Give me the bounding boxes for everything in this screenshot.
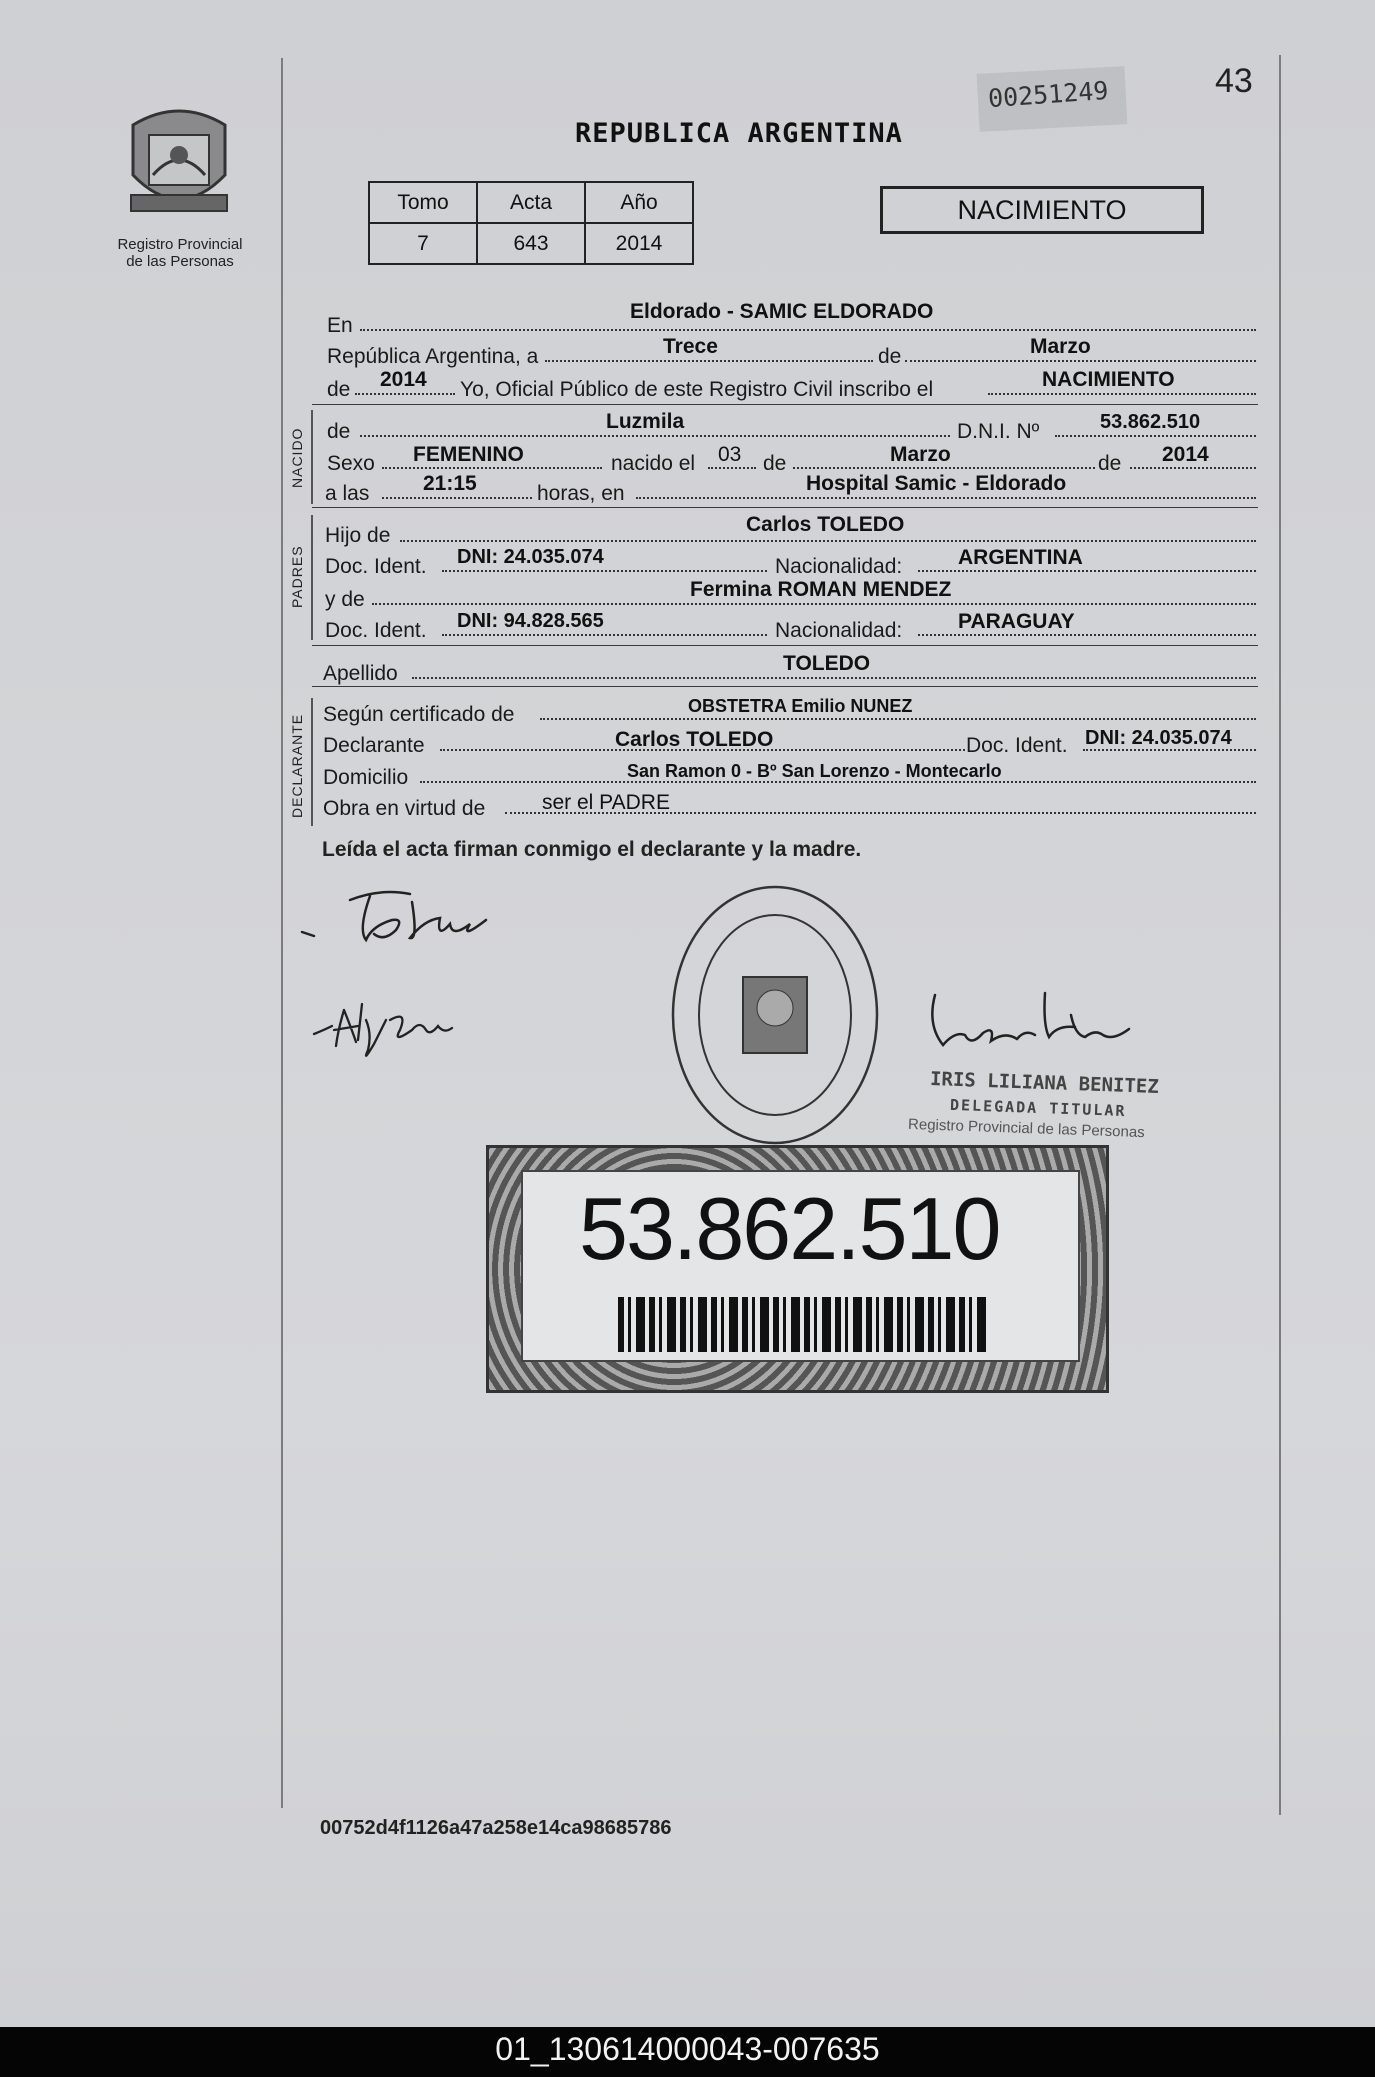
dots <box>905 360 1256 362</box>
sexo-value: FEMENINO <box>413 443 524 466</box>
day-value: Trece <box>663 335 718 358</box>
certificado-value: OBSTETRA Emilio NUNEZ <box>688 696 913 716</box>
alas-label: a las <box>325 482 370 505</box>
delegada-name: IRIS LILIANA BENITEZ <box>929 1068 1160 1098</box>
sexo-label: Sexo <box>327 452 375 475</box>
de-label-4: de <box>763 452 787 475</box>
right-margin-line <box>1279 55 1281 1815</box>
dots <box>1130 467 1256 469</box>
section-line <box>311 698 313 826</box>
declarante-doc-value: DNI: 24.035.074 <box>1085 727 1232 749</box>
birth-month: Marzo <box>890 443 951 466</box>
dots <box>1055 435 1256 437</box>
dots <box>918 570 1256 572</box>
delegada-office: Registro Provincial de las Personas <box>907 1115 1146 1142</box>
dots <box>988 393 1256 395</box>
name-value: Luzmila <box>606 410 685 433</box>
father-name: Carlos TOLEDO <box>746 513 905 536</box>
document-hash: 00752d4f1126a47a258e14ca98685786 <box>320 1817 672 1839</box>
domicilio-label: Domicilio <box>323 766 409 789</box>
month-value: Marzo <box>1030 335 1091 358</box>
en-value: Eldorado - SAMIC ELDORADO <box>630 300 934 323</box>
dots <box>360 329 1256 331</box>
dots <box>442 634 767 636</box>
yde-label: y de <box>325 588 365 611</box>
obra-label: Obra en virtud de <box>323 797 486 820</box>
father-nationality: ARGENTINA <box>958 546 1083 569</box>
place-value: Hospital Samic - Eldorado <box>806 472 1067 495</box>
dots <box>918 634 1256 636</box>
father-doc: DNI: 24.035.074 <box>457 546 604 568</box>
section-line <box>311 410 313 504</box>
header-anio: Año <box>585 182 693 223</box>
hijo-label: Hijo de <box>325 524 391 547</box>
de-label-2: de <box>327 378 351 401</box>
dni-value: 53.862.510 <box>1100 411 1201 433</box>
declarante-signature <box>300 880 500 950</box>
nac-label-father: Nacionalidad: <box>775 555 903 578</box>
declarante-doc-label: Doc. Ident. <box>966 734 1068 757</box>
dni-label: D.N.I. Nº <box>957 420 1040 443</box>
barcode-label <box>486 1145 1109 1393</box>
header-tomo: Tomo <box>369 182 477 223</box>
divider <box>312 645 1258 646</box>
apellido-value: TOLEDO <box>783 652 871 675</box>
domicilio-value: San Ramon 0 - Bº San Lorenzo - Montecarlo <box>627 761 1002 781</box>
barcode-inner <box>521 1170 1080 1362</box>
dots <box>442 570 767 572</box>
barcode-bars <box>618 1297 988 1352</box>
divider <box>312 404 1258 405</box>
mother-nationality: PARAGUAY <box>958 610 1075 633</box>
divider <box>312 507 1258 508</box>
dots <box>545 360 873 362</box>
de-label-3: de <box>327 420 351 443</box>
side-label-padres: PADRES <box>289 545 305 608</box>
left-margin-line <box>281 58 283 1808</box>
horas-label: horas, en <box>537 482 625 505</box>
declarante-value: Carlos TOLEDO <box>615 728 774 751</box>
apellido-label: Apellido <box>323 662 398 685</box>
nac-label-mother: Nacionalidad: <box>775 619 903 642</box>
delegada-signature <box>925 985 1145 1065</box>
de-label: de <box>878 345 902 368</box>
divider <box>312 686 1258 687</box>
nacido-label: nacido el <box>611 452 696 475</box>
obra-value: ser el PADRE <box>542 791 670 814</box>
side-label-nacido: NACIDO <box>289 427 305 488</box>
year-value: 2014 <box>380 368 427 391</box>
page-title: REPUBLICA ARGENTINA <box>575 118 903 149</box>
record-table <box>368 181 694 265</box>
en-label: En <box>327 314 353 337</box>
closing-text: Leída el acta firman conmigo el declarante y la madre. <box>322 838 862 861</box>
dots <box>355 393 455 395</box>
oficial-text: Yo, Oficial Público de este Registro Civil inscribo el <box>460 378 934 401</box>
declarante-label: Declarante <box>323 734 425 757</box>
republica-label: República Argentina, a <box>327 345 539 368</box>
header-acta: Acta <box>477 182 585 223</box>
barcode-number: 53.862.510 <box>579 1179 1000 1278</box>
official-seal <box>668 880 883 1150</box>
delegada-title: DELEGADA TITULAR <box>949 1095 1127 1121</box>
value-acta: 643 <box>477 223 585 264</box>
section-line <box>311 515 313 640</box>
doc-label-mother: Doc. Ident. <box>325 619 427 642</box>
value-anio: 2014 <box>585 223 693 264</box>
segun-label: Según certificado de <box>323 703 515 726</box>
record-type-box: NACIMIENTO <box>880 186 1204 234</box>
dots <box>382 497 532 499</box>
madre-signature <box>312 990 472 1070</box>
birth-day: 03 <box>718 443 742 466</box>
side-label-declarante: DECLARANTE <box>289 713 305 818</box>
de-label-5: de <box>1098 452 1122 475</box>
logo-caption-line2: de las Personas <box>126 253 234 270</box>
doc-label-father: Doc. Ident. <box>325 555 427 578</box>
dots <box>412 677 1256 679</box>
province-logo <box>123 105 235 230</box>
footer-id: 01_130614000043-007635 <box>495 2031 880 2067</box>
mother-name: Fermina ROMAN MENDEZ <box>690 578 952 601</box>
inscribo-value: NACIMIENTO <box>1042 368 1175 391</box>
dots <box>540 718 1256 720</box>
birth-year: 2014 <box>1162 443 1209 466</box>
hour-value: 21:15 <box>423 472 477 495</box>
mother-doc: DNI: 94.828.565 <box>457 610 604 632</box>
dots <box>400 540 1256 542</box>
dots <box>382 467 602 469</box>
dots <box>636 497 1256 499</box>
logo-caption-line1: Registro Provincial <box>117 236 243 253</box>
page-number: 43 <box>1215 62 1253 100</box>
value-tomo: 7 <box>369 223 477 264</box>
dots <box>372 603 1256 605</box>
dots <box>360 435 950 437</box>
dots <box>708 467 756 469</box>
serial-stamp: 00251249 <box>987 75 1110 114</box>
dots <box>793 467 1095 469</box>
